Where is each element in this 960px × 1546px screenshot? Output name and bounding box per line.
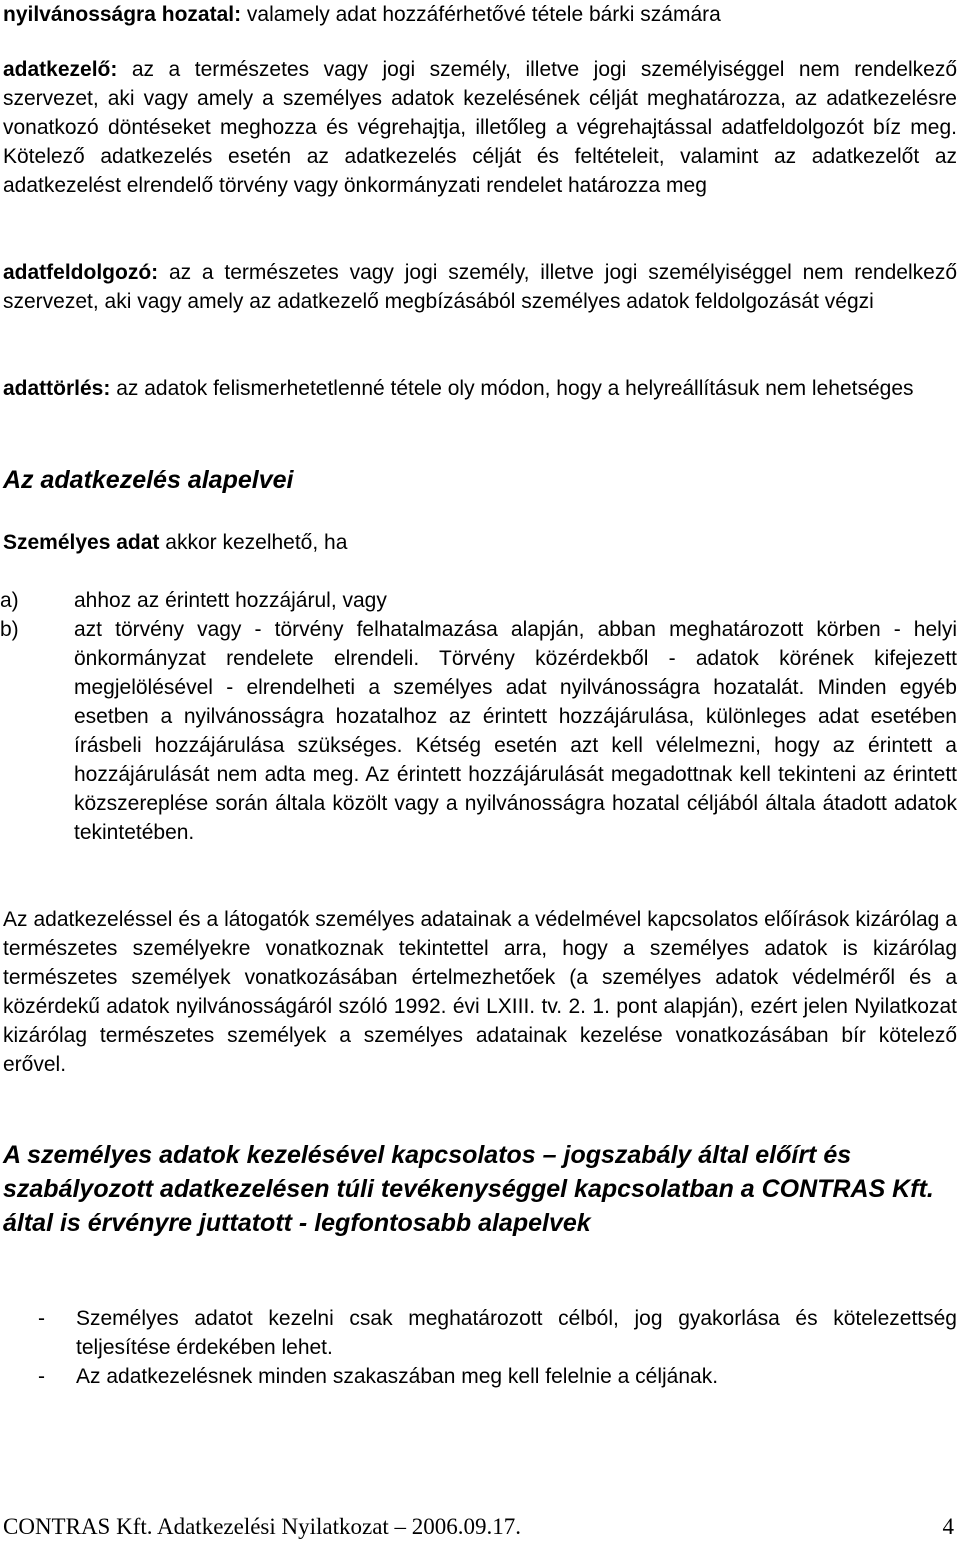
definition-term: nyilvánosságra hozatal:	[3, 3, 242, 26]
bullet-text: Az adatkezelésnek minden szakaszában meg kell felelnie a céljának.	[76, 1365, 719, 1388]
list-text: azt törvény vagy - törvény felhatalmazása alapján, abban meghatározott körben - helyi önkormányzat rendelete elrendeli. Törvény közérdekből - adatok körének kifejezett megjelölésével - elrendelheti a személyes adat nyilvánosságra hozatalát. Minden egyéb esetben a nyilvánosságra hozatalhoz az érintett hozzájárulása, különleges adat esetében írásbeli hozzájárulása szükséges. Kétség esetén azt kell vélelmezni, hogy az érintett a hozzájárulását nem adta meg. Az érintett hozzájárulását megadottnak kell tekinteni az érintett közszereplése során általa közölt vagy a nyilvánosságra hozatal céljából általa átadott adatok tekintetében.	[74, 618, 957, 844]
section-heading-principles: Az adatkezelés alapelvei	[3, 466, 294, 494]
definition-term: adatkezelő:	[3, 58, 118, 81]
definition-data-deletion	[3, 374, 957, 403]
definition-term: adatfeldolgozó:	[3, 261, 159, 284]
definition-text: az a természetes vagy jogi személy, illetve jogi személyiséggel nem rendelkező szervezet, aki vagy amely az adatkezelő megbízásából személyes adatok feldolgozását végzi	[3, 261, 957, 313]
list-label: b)	[0, 618, 19, 641]
footer-title: CONTRAS Kft. Adatkezelési Nyilatkozat – 2006.09.17.	[3, 1514, 522, 1539]
page-number: 4	[942, 1514, 954, 1539]
definition-data-processor	[3, 258, 957, 316]
definition-public-disclosure	[3, 0, 957, 29]
bullet-dash: -	[38, 1365, 45, 1388]
bullet-item	[38, 1362, 957, 1391]
list-item-b	[0, 615, 957, 847]
intro-text: akkor kezelhető, ha	[159, 531, 348, 554]
definition-text: az adatok felismerhetetlenné tétele oly módon, hogy a helyreállításuk nem lehetséges	[110, 377, 914, 400]
list-text: ahhoz az érintett hozzájárul, vagy	[74, 589, 387, 612]
bullet-item	[38, 1304, 957, 1362]
page-footer	[3, 1512, 957, 1542]
section-heading-main-principles: A személyes adatok kezelésével kapcsolatos – jogszabály által előírt és szabályozott adatkezelésen túli tevékenységgel kapcsolatban a CONTRAS Kft. által is érvényre juttatott - legfontosabb alapelvek	[3, 1141, 934, 1237]
definition-text: valamely adat hozzáférhetővé tétele bárki számára	[241, 3, 721, 26]
bullet-text: Személyes adatot kezelni csak meghatározott célból, jog gyakorlása és kötelezettség teljesítése érdekében lehet.	[76, 1307, 957, 1359]
bullet-dash: -	[38, 1307, 45, 1330]
body-paragraph: Az adatkezeléssel és a látogatók személyes adatainak a védelmével kapcsolatos előírások kizárólag a természetes személyekre vonatkoznak tekintettel arra, hogy a személyes adatok is kizárólag természetes személyek vonatkozásában értelmezhetőek (a személyes adatok védelméről és a közérdekű adatok nyilvánosságáról szóló 1992. évi LXIII. tv. 2. 1. pont alapján), ezért jelen Nyilatkozat kizárólag természetes személyek a személyes adatainak kezelése vonatkozásában bír kötelező erővel.	[3, 908, 957, 1076]
section-intro	[3, 528, 957, 557]
list-label: a)	[0, 589, 19, 612]
definition-term: adattörlés:	[3, 377, 111, 400]
definition-text: az a természetes vagy jogi személy, illetve jogi személyiséggel nem rendelkező szervezet, aki vagy amely a személyes adatok kezelésének célját meghatározza, az adatkezelésre vonatkozó döntéseket meghozza és végrehajtja, illetőleg a végrehajtással adatfeldolgozót bíz meg. Kötelező adatkezelés esetén az adatkezelés célját és feltételeit, valamint az adatkezelőt az adatkezelést elrendelő törvény vagy önkormányzati rendelet határozza meg	[3, 58, 957, 197]
definition-data-controller	[3, 55, 957, 200]
list-item-a	[0, 586, 957, 615]
intro-term: Személyes adat	[3, 531, 160, 554]
